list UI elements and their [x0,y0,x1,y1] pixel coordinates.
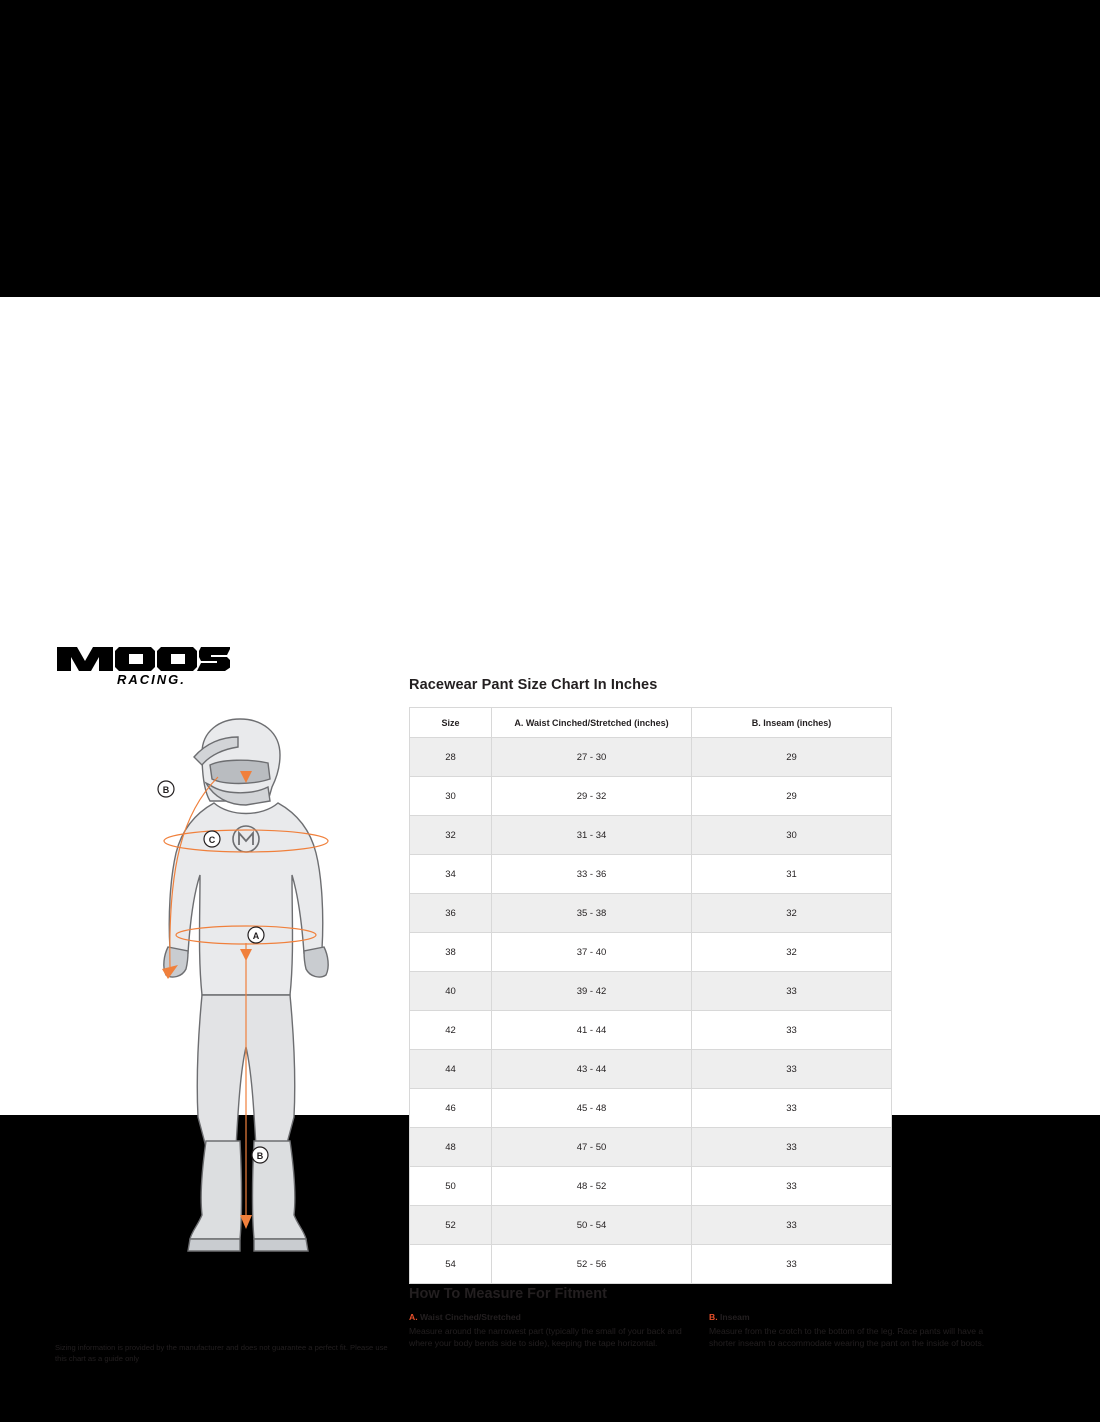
moose-racing-logo [55,645,230,685]
table-row [410,1245,892,1284]
table-row [410,816,892,855]
cell-waist: 29 - 32 [492,777,692,816]
cell-waist: 35 - 38 [492,894,692,933]
cell-inseam: 33 [692,1050,892,1089]
table-header-row [410,708,892,738]
cell-inseam: 33 [692,1011,892,1050]
cell-waist: 41 - 44 [492,1011,692,1050]
cell-size: 28 [410,738,492,777]
table-row [410,1206,892,1245]
cell-waist: 50 - 54 [492,1206,692,1245]
how-to-measure-waist-body: Measure around the narrowest part (typically the small of your back and where your body bends side to side), keeping the tape horizontal. [409,1325,682,1349]
how-to-measure-inseam-label: Inseam [719,1312,750,1322]
how-to-measure-waist-label: Waist Cinched/Stretched [419,1312,521,1322]
chart-title: Racewear Pant Size Chart In Inches [409,677,658,693]
how-to-measure-waist [409,1311,689,1350]
how-to-measure-title: How To Measure For Fitment [409,1286,607,1302]
cell-waist: 45 - 48 [492,1089,692,1128]
cell-size: 54 [410,1245,492,1284]
table-row [410,777,892,816]
svg-text:RACING.: RACING. [117,672,186,687]
disclaimer-text: Sizing information is provided by the manufacturer and does not guarantee a perfect fit. Please use this chart as a guide only [55,1343,388,1363]
cell-size: 46 [410,1089,492,1128]
rider-measurement-illustration [110,717,380,1267]
cell-size: 52 [410,1206,492,1245]
svg-text:B: B [162,785,170,795]
cell-waist: 37 - 40 [492,933,692,972]
cell-inseam: 33 [692,1206,892,1245]
cell-waist: 27 - 30 [492,738,692,777]
size-chart-sheet [0,297,1100,1363]
cell-size: 50 [410,1167,492,1206]
cell-inseam: 31 [692,855,892,894]
cell-inseam: 29 [692,777,892,816]
column-header-inseam: B. Inseam (inches) [692,708,892,738]
cell-size: 34 [410,855,492,894]
how-to-measure-inseam [709,1311,994,1350]
cell-inseam: 30 [692,816,892,855]
size-chart-table [409,707,892,1284]
cell-size: 32 [410,816,492,855]
cell-inseam: 33 [692,1245,892,1284]
cell-size: 44 [410,1050,492,1089]
column-header-size: Size [410,708,492,738]
cell-waist: 33 - 36 [492,855,692,894]
cell-size: 42 [410,1011,492,1050]
cell-inseam: 29 [692,738,892,777]
cell-size: 36 [410,894,492,933]
cell-size: 40 [410,972,492,1011]
cell-waist: 48 - 52 [492,1167,692,1206]
cell-size: 48 [410,1128,492,1167]
cell-size: 30 [410,777,492,816]
table-row [410,972,892,1011]
svg-text:A: A [252,931,260,941]
cell-inseam: 33 [692,1089,892,1128]
table-row [410,933,892,972]
cell-inseam: 32 [692,933,892,972]
cell-waist: 31 - 34 [492,816,692,855]
svg-text:C: C [208,835,216,845]
table-row [410,1128,892,1167]
marker-letter-b: B. [709,1312,718,1322]
table-row [410,894,892,933]
svg-text:B: B [256,1151,264,1161]
cell-inseam: 33 [692,1128,892,1167]
table-row [410,1011,892,1050]
cell-waist: 39 - 42 [492,972,692,1011]
table-row [410,855,892,894]
cell-inseam: 33 [692,1167,892,1206]
cell-waist: 52 - 56 [492,1245,692,1284]
table-row [410,1167,892,1206]
table-row [410,738,892,777]
column-header-waist: A. Waist Cinched/Stretched (inches) [492,708,692,738]
marker-letter-a: A. [409,1312,418,1322]
cell-waist: 47 - 50 [492,1128,692,1167]
table-row [410,1050,892,1089]
cell-inseam: 32 [692,894,892,933]
cell-inseam: 33 [692,972,892,1011]
how-to-measure-inseam-heading [709,1311,994,1324]
cell-size: 38 [410,933,492,972]
how-to-measure-waist-heading [409,1311,689,1324]
table-row [410,1089,892,1128]
cell-waist: 43 - 44 [492,1050,692,1089]
how-to-measure-inseam-body: Measure from the crotch to the bottom of the leg. Race pants will have a shorter inseam to accommodate wearing the pant on the inside of boots. [709,1325,985,1349]
